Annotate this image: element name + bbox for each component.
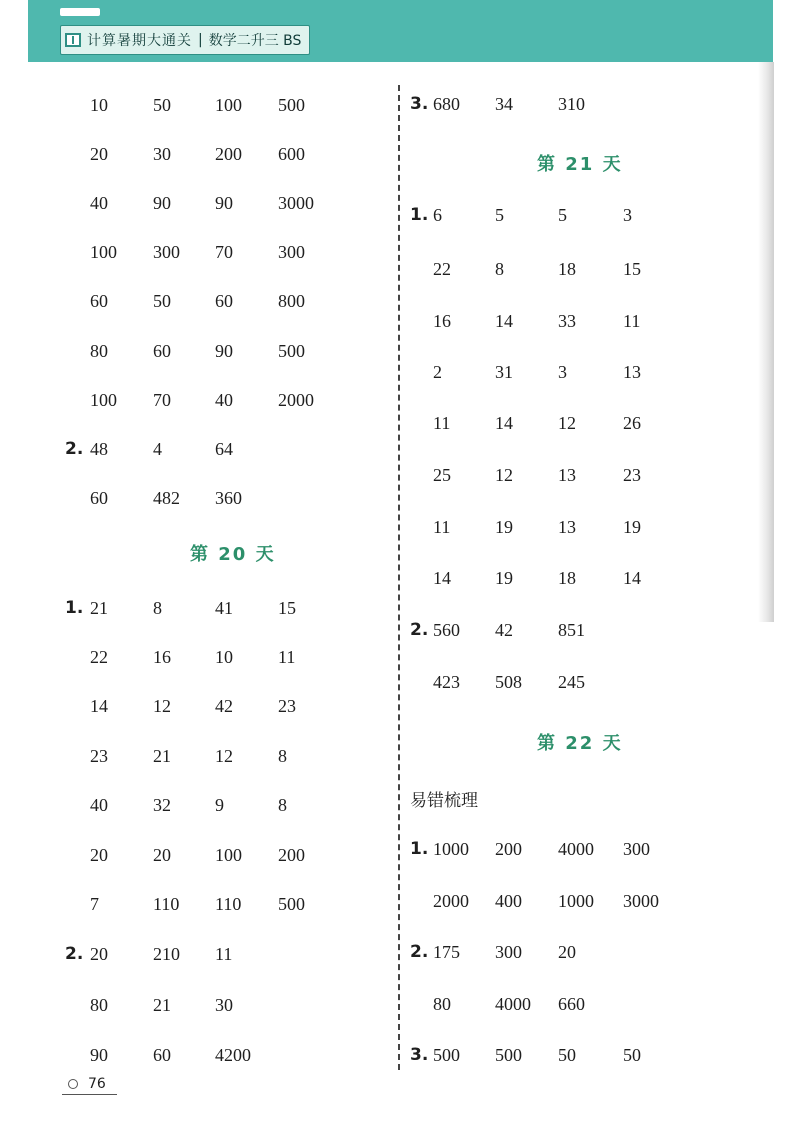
answer-value: 100 xyxy=(90,241,117,262)
answer-value: 20 xyxy=(558,941,576,962)
answer-value: 5 xyxy=(558,204,567,225)
answer-value: 13 xyxy=(623,361,641,382)
answer-value: 10 xyxy=(215,646,233,667)
answer-value: 11 xyxy=(278,646,296,667)
question-number: 2. xyxy=(410,942,429,962)
answer-value: 7 xyxy=(90,893,99,914)
answer-value: 13 xyxy=(558,464,576,485)
answer-value: 31 xyxy=(495,361,513,382)
answer-value: 60 xyxy=(215,290,233,311)
answer-row xyxy=(0,741,800,771)
answer-row xyxy=(0,460,800,490)
answer-value: 33 xyxy=(558,310,576,331)
question-number: 2. xyxy=(65,944,84,964)
day-20-title: 第 20 天 xyxy=(190,544,276,565)
answer-row xyxy=(0,357,800,387)
answer-value: 11 xyxy=(433,516,451,537)
answer-value: 80 xyxy=(433,993,451,1014)
question-number: 1. xyxy=(410,839,429,859)
answer-value: 11 xyxy=(215,943,233,964)
answer-value: 40 xyxy=(90,192,108,213)
answer-value: 21 xyxy=(90,597,108,618)
answer-value: 15 xyxy=(278,597,296,618)
answer-row xyxy=(0,834,800,864)
answer-value: 800 xyxy=(278,290,305,311)
answer-row xyxy=(0,89,800,119)
answer-row xyxy=(0,200,800,230)
answer-value: 11 xyxy=(623,310,641,331)
answer-value: 560 xyxy=(433,619,460,640)
answer-value: 508 xyxy=(495,671,522,692)
title-separator: | xyxy=(198,32,203,48)
page-number-underline xyxy=(62,1094,117,1095)
answer-value: 42 xyxy=(215,695,233,716)
question-number: 3. xyxy=(410,1045,429,1065)
question-number: 1. xyxy=(410,205,429,225)
answer-value: 90 xyxy=(215,192,233,213)
answer-value: 500 xyxy=(278,893,305,914)
answer-value: 500 xyxy=(278,94,305,115)
book-title-label xyxy=(60,25,310,55)
answer-value: 50 xyxy=(623,1044,641,1065)
answer-value: 50 xyxy=(558,1044,576,1065)
answer-value: 14 xyxy=(623,567,641,588)
answer-row xyxy=(0,563,800,593)
answer-value: 60 xyxy=(90,290,108,311)
answer-value: 5 xyxy=(495,204,504,225)
answer-value: 500 xyxy=(495,1044,522,1065)
answer-value: 423 xyxy=(433,671,460,692)
answer-value: 90 xyxy=(215,340,233,361)
answer-value: 110 xyxy=(215,893,242,914)
answer-value: 20 xyxy=(90,943,108,964)
answer-value: 1000 xyxy=(558,890,594,911)
answer-value: 12 xyxy=(215,745,233,766)
answer-value: 48 xyxy=(90,438,108,459)
answer-row xyxy=(0,615,800,645)
answer-value: 851 xyxy=(558,619,585,640)
answer-value: 26 xyxy=(623,412,641,433)
answer-value: 23 xyxy=(278,695,296,716)
answer-value: 34 xyxy=(495,93,513,114)
answer-value: 8 xyxy=(495,258,504,279)
answer-value: 2000 xyxy=(278,389,314,410)
answer-value: 2000 xyxy=(433,890,469,911)
answer-value: 20 xyxy=(153,844,171,865)
answer-value: 50 xyxy=(153,290,171,311)
answer-value: 500 xyxy=(433,1044,460,1065)
answer-value: 500 xyxy=(278,340,305,361)
answer-value: 300 xyxy=(623,838,650,859)
answer-value: 110 xyxy=(153,893,180,914)
answer-value: 10 xyxy=(90,94,108,115)
answer-value: 8 xyxy=(278,745,287,766)
answer-value: 64 xyxy=(215,438,233,459)
answer-value: 3 xyxy=(558,361,567,382)
answer-value: 8 xyxy=(278,794,287,815)
answer-value: 400 xyxy=(495,890,522,911)
answer-value: 80 xyxy=(90,340,108,361)
answer-value: 2 xyxy=(433,361,442,382)
answer-value: 40 xyxy=(90,794,108,815)
book-icon xyxy=(65,33,81,47)
answer-value: 19 xyxy=(623,516,641,537)
day-21-title: 第 21 天 xyxy=(537,154,623,175)
answer-value: 3000 xyxy=(623,890,659,911)
answer-row xyxy=(0,139,800,169)
answer-value: 50 xyxy=(153,94,171,115)
answer-value: 6 xyxy=(433,204,442,225)
answer-value: 60 xyxy=(90,487,108,508)
answer-value: 680 xyxy=(433,93,460,114)
answer-value: 4000 xyxy=(495,993,531,1014)
answer-row xyxy=(0,989,800,1019)
answer-value: 4200 xyxy=(215,1044,251,1065)
header-tab xyxy=(60,8,100,16)
day-22-title: 第 22 天 xyxy=(537,733,623,754)
answer-value: 200 xyxy=(215,143,242,164)
question-number: 2. xyxy=(410,620,429,640)
answer-value: 14 xyxy=(495,412,513,433)
answer-value: 19 xyxy=(495,516,513,537)
question-number: 1. xyxy=(65,598,84,618)
answer-value: 32 xyxy=(153,794,171,815)
answer-value: 20 xyxy=(90,844,108,865)
answer-value: 300 xyxy=(153,241,180,262)
answer-value: 22 xyxy=(90,646,108,667)
answer-value: 21 xyxy=(153,994,171,1015)
answer-value: 360 xyxy=(215,487,242,508)
answer-value: 13 xyxy=(558,516,576,537)
answer-value: 40 xyxy=(215,389,233,410)
answer-value: 300 xyxy=(278,241,305,262)
answer-row xyxy=(0,937,800,967)
answer-row xyxy=(0,667,800,697)
answer-value: 16 xyxy=(433,310,451,331)
book-title: 计算暑期大通关 xyxy=(87,33,192,49)
answer-value: 600 xyxy=(278,143,305,164)
answer-value: 12 xyxy=(558,412,576,433)
answer-value: 18 xyxy=(558,258,576,279)
answer-value: 14 xyxy=(90,695,108,716)
answer-row xyxy=(0,886,800,916)
answer-value: 210 xyxy=(153,943,180,964)
question-number: 2. xyxy=(65,439,84,459)
page-number-text: 76 xyxy=(88,1076,106,1092)
answer-value: 42 xyxy=(495,619,513,640)
answer-value: 21 xyxy=(153,745,171,766)
answer-row xyxy=(0,1040,800,1070)
answer-value: 15 xyxy=(623,258,641,279)
answer-value: 14 xyxy=(495,310,513,331)
answer-value: 22 xyxy=(433,258,451,279)
answer-value: 310 xyxy=(558,93,585,114)
answer-value: 200 xyxy=(495,838,522,859)
answer-value: 41 xyxy=(215,597,233,618)
question-number: 3. xyxy=(410,94,429,114)
answer-value: 4000 xyxy=(558,838,594,859)
answer-value: 245 xyxy=(558,671,585,692)
answer-value: 300 xyxy=(495,941,522,962)
answer-value: 482 xyxy=(153,487,180,508)
answer-value: 12 xyxy=(153,695,171,716)
answer-value: 100 xyxy=(215,94,242,115)
answer-value: 16 xyxy=(153,646,171,667)
answer-value: 100 xyxy=(90,389,117,410)
answer-value: 23 xyxy=(623,464,641,485)
answer-value: 30 xyxy=(215,994,233,1015)
answer-value: 23 xyxy=(90,745,108,766)
answer-value: 80 xyxy=(90,994,108,1015)
answer-value: 12 xyxy=(495,464,513,485)
answer-value: 70 xyxy=(153,389,171,410)
answer-value: 18 xyxy=(558,567,576,588)
answer-value: 60 xyxy=(153,340,171,361)
book-subtitle: 数学二升三 BS xyxy=(208,33,302,49)
answer-value: 1000 xyxy=(433,838,469,859)
answer-value: 100 xyxy=(215,844,242,865)
answer-row xyxy=(0,512,800,542)
day-22-subtitle: 易错梳理 xyxy=(410,791,478,811)
answer-value: 90 xyxy=(90,1044,108,1065)
answer-value: 3 xyxy=(623,204,632,225)
answer-row xyxy=(0,408,800,438)
answer-value: 60 xyxy=(153,1044,171,1065)
answer-value: 200 xyxy=(278,844,305,865)
answer-value: 30 xyxy=(153,143,171,164)
answer-row xyxy=(0,306,800,336)
answer-value: 25 xyxy=(433,464,451,485)
answer-value: 90 xyxy=(153,192,171,213)
answer-value: 660 xyxy=(558,993,585,1014)
answer-value: 8 xyxy=(153,597,162,618)
answer-value: 175 xyxy=(433,941,460,962)
answer-row xyxy=(0,254,800,284)
answer-value: 3000 xyxy=(278,192,314,213)
answer-row xyxy=(0,790,800,820)
page-number xyxy=(62,1076,106,1092)
answer-value: 19 xyxy=(495,567,513,588)
answer-value: 4 xyxy=(153,438,162,459)
answer-value: 11 xyxy=(433,412,451,433)
answer-value: 70 xyxy=(215,241,233,262)
answer-value: 9 xyxy=(215,794,224,815)
sun-icon xyxy=(62,1077,84,1091)
answer-value: 20 xyxy=(90,143,108,164)
answer-value: 14 xyxy=(433,567,451,588)
